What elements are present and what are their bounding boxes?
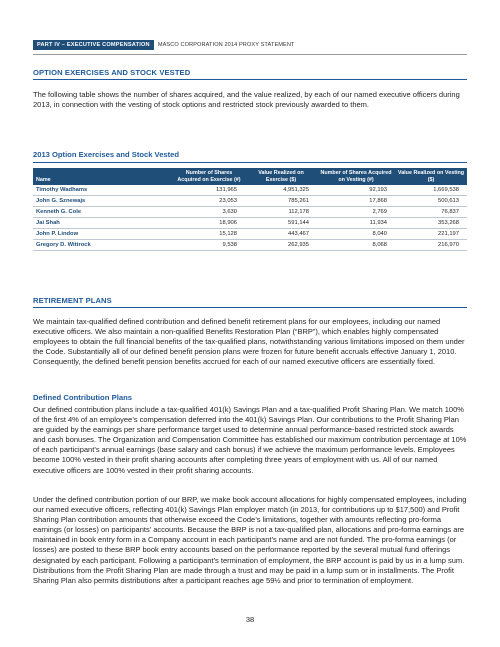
option-section-title: OPTION EXERCISES AND STOCK VESTED (33, 68, 191, 77)
table-row (33, 207, 467, 218)
table-cell: 112,178 (245, 207, 317, 218)
retirement-intro: We maintain tax-qualified defined contribution and defined benefit retirement plans for our employees, including our named executive officers. We also maintain a non-qualified Benefits Restoration Plan (“BRP”), which enables highly compensated employees to obtain the full financial benefits of the tax-qualified plans, notwithstanding various limitations imposed on them under the Code. Substantially all of our defined benefit pension plans were frozen for future benefit accruals effective January 1, 2010. Consequently, the defined benefit pension benefits accrued for each of our named executive officers are essentially fixed. (33, 317, 465, 367)
dc-paragraph-2: Under the defined contribution portion of our BRP, we make book account allocations for highly compensated employees, including our named executive officers, reflecting 401(k) Savings Plan employer match (in 2013, for contributions up to $17,500) and Profit Sharing Plan contribution amounts that otherwise exceed the Code’s limitations, together with amounts reflecting pro-forma earnings (or losses) on participants’ accounts. Because the BRP is not a tax-qualified plan, allocations and pro-forma earnings are maintained in book entry form in a Company account in each participant’s name and are not funded. The pro-forma earnings (or losses) are posted to these BRP book entry accounts based on the performance reported by the several mutual fund offerings designated by each participant. Following a participant’s termination of employment, the BRP account is paid by us in a lump sum. Distributions from the Profit Sharing Plan are made through a trust and may be paid in a lump sum or in installments. The Profit Sharing Plan also permits distributions after a participant reaches age 59½ and prior to termination of employment. (33, 495, 467, 585)
table-cell: 76,837 (395, 207, 467, 218)
table-cell: 2,769 (317, 207, 395, 218)
table-cell: 8,040 (317, 229, 395, 240)
table-cell: 92,193 (317, 185, 395, 196)
table-cell: 500,613 (395, 196, 467, 207)
page-header (33, 40, 467, 50)
table-cell: 785,261 (245, 196, 317, 207)
table-cell: 8,068 (317, 240, 395, 251)
table-cell: 9,538 (173, 240, 245, 251)
document-title: MASCO CORPORATION 2014 PROXY STATEMENT (157, 42, 295, 48)
table-row (33, 218, 467, 229)
column-header: Value Realized on Vesting ($) (395, 168, 467, 185)
header-rule (33, 54, 467, 55)
table-header-row (33, 168, 467, 185)
column-header: Value Realized on Exercise ($) (245, 168, 317, 185)
retirement-section-rule (33, 307, 467, 308)
table-cell: 262,935 (245, 240, 317, 251)
option-section-rule (33, 79, 467, 80)
table-row (33, 240, 467, 251)
column-header: Number of Shares Acquired on Exercise (#) (173, 168, 245, 185)
table-row (33, 185, 467, 196)
option-exercises-table (33, 168, 467, 251)
table-title: 2013 Option Exercises and Stock Vested (33, 150, 180, 159)
table-cell: 1,669,538 (395, 185, 467, 196)
section-tag: PART IV – EXECUTIVE COMPENSATION (33, 40, 154, 50)
table-cell: 15,128 (173, 229, 245, 240)
table-cell: 3,630 (173, 207, 245, 218)
option-intro: The following table shows the number of shares acquired, and the value realized, by each of our named executive officers during 2013, in connection with the vesting of stock options and restricted stock previously awarded to them. (33, 90, 460, 110)
table-cell: 353,268 (395, 218, 467, 229)
dc-plans-title: Defined Contribution Plans (33, 393, 133, 402)
retirement-section-title: RETIREMENT PLANS (33, 296, 112, 305)
officer-name: Gregory D. Wittrock (33, 240, 173, 251)
officer-name: Kenneth G. Cole (33, 207, 173, 218)
table-cell: 443,467 (245, 229, 317, 240)
column-header: Name (33, 168, 173, 185)
officer-name: Timothy Wadhams (33, 185, 173, 196)
officer-name: John P. Lindow (33, 229, 173, 240)
table-cell: 18,906 (173, 218, 245, 229)
officer-name: John G. Sznewajs (33, 196, 173, 207)
page-number: 38 (245, 615, 255, 624)
dc-paragraph-1: Our defined contribution plans include a tax-qualified 401(k) Savings Plan and a tax-qualified Profit Sharing Plan. We match 100% of the first 4% of an employee’s compensation deferred into the 401(k) Savings Plan. Our contributions to the Profit Sharing Plan are guided by the earnings per share performance target used to determine annual performance-based restricted stock awards and cash bonuses. The Organization and Compensation Committee has established our maximum contribution percentage at 10% of each participant’s annual earnings (base salary and cash bonus) if we achieve the maximum performance levels. Employees become 100% vested in their profit sharing accounts after completing three years of employment with us. All of our named executive officers are 100% vested in their profit sharing accounts. (33, 405, 467, 475)
table-title-rule (33, 162, 467, 163)
table-cell: 17,868 (317, 196, 395, 207)
table-cell: 131,965 (173, 185, 245, 196)
officer-name: Jai Shah (33, 218, 173, 229)
table-cell: 11,934 (317, 218, 395, 229)
table-row (33, 229, 467, 240)
table-cell: 4,951,325 (245, 185, 317, 196)
table-cell: 23,053 (173, 196, 245, 207)
table-cell: 221,197 (395, 229, 467, 240)
table-cell: 591,144 (245, 218, 317, 229)
table-row (33, 196, 467, 207)
option-table-block (33, 150, 467, 251)
table-cell: 216,970 (395, 240, 467, 251)
column-header: Number of Shares Acquired on Vesting (#) (317, 168, 395, 185)
